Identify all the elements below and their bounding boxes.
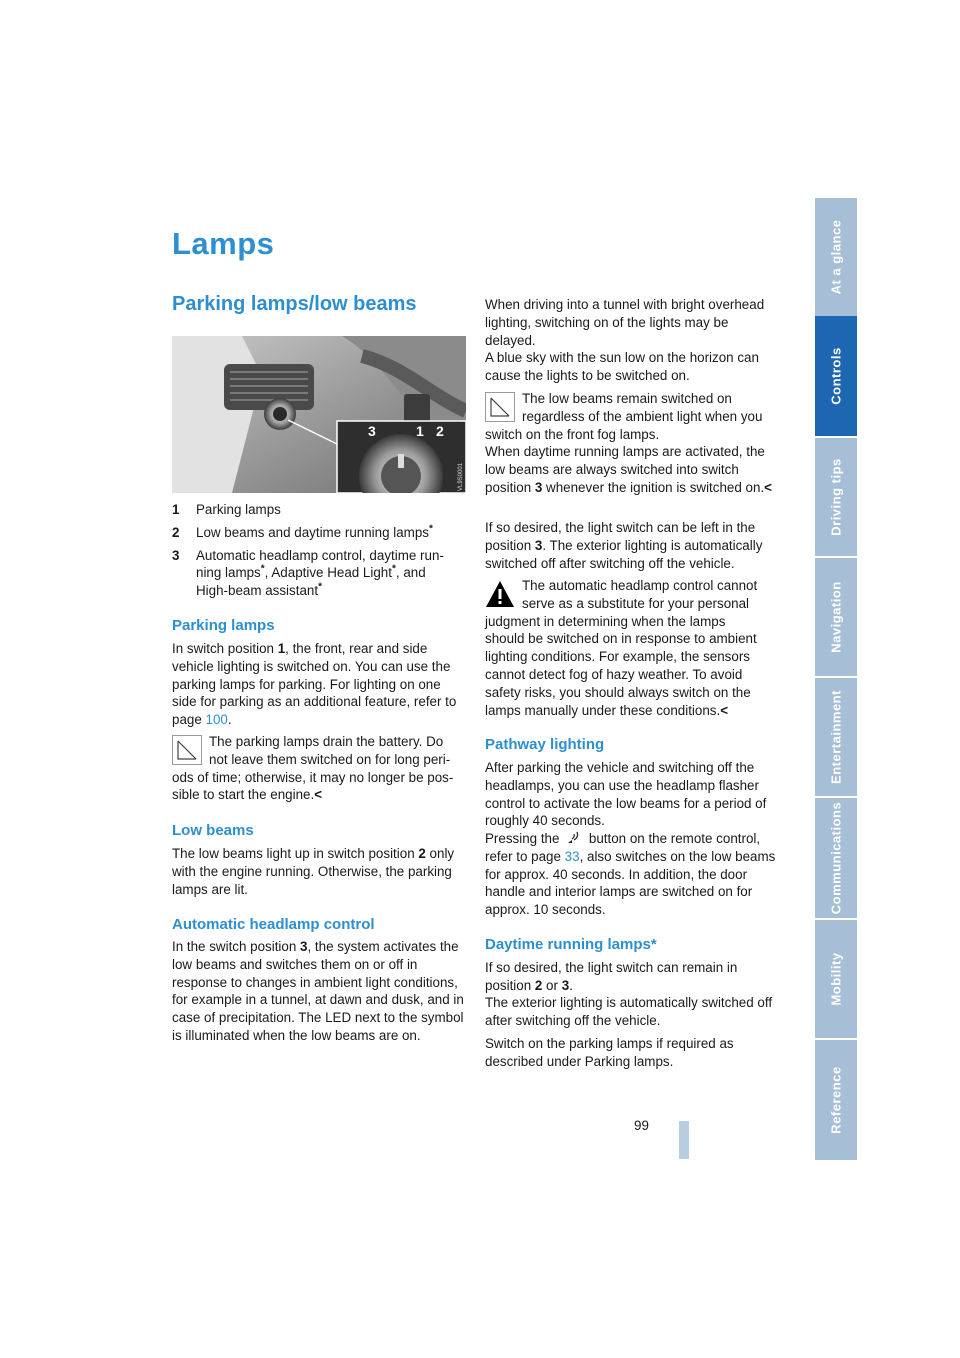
- pathway-text-1: After parking the vehicle and switching off the headlamps, you can use the headlamp flasher control to activate the low beams for a period of roughly 40 seconds.: [485, 760, 767, 829]
- switch-left-text: If so desired, the light switch can be left in the position 3. The exterior lighting is automatically switched off after switching off the vehicle.: [485, 520, 763, 571]
- heading-daytime-running-lamps: Daytime running lamps*: [485, 936, 657, 953]
- page-link-33[interactable]: 33: [564, 848, 580, 864]
- auto-headlamp-text: In the switch position 3, the system activates the low beams and switches them on or off in response to changes in ambient light conditions, for example in a tunnel, at dawn and dusk, and in case of precipitation. The LED next to the symbol is illuminated when the low beams are on.: [172, 939, 464, 1043]
- fog-lamps-note: The low beams remain switched on regardless of the ambient light when you switch on the front fog lamps.: [485, 391, 763, 442]
- heading-pathway-lighting: Pathway lighting: [485, 736, 605, 753]
- callout-2: 2: [436, 423, 444, 439]
- light-switch-photo: [172, 336, 466, 493]
- daytime-text-3: Switch on the parking lamps if required as described under Parking lamps.: [485, 1036, 734, 1069]
- page-title: Lamps: [172, 226, 275, 261]
- tab-driving-tips[interactable]: Driving tips: [815, 438, 857, 556]
- remote-control-icon: [563, 831, 585, 845]
- figure-watermark: VL9S0001: [458, 462, 464, 491]
- warning-note: The automatic headlamp control cannot serve as a substitute for your personal judgment in determining when the lamps should be switched on in response to ambient lighting conditions. For example, the sensors cannot detect fog of hazy weather. To avoid safety risks, you should always switch on the lamps manually under these conditions.<: [485, 578, 758, 718]
- tab-navigation[interactable]: Navigation: [815, 558, 857, 676]
- callout-1: 1: [416, 423, 424, 439]
- legend-item: 3 Automatic headlamp control, daytime run- ning lamps*, Adaptive Head Light*, and High-beam assistant*: [172, 547, 444, 599]
- callout-3: 3: [368, 423, 376, 439]
- section-heading: Parking lamps/low beams: [172, 293, 417, 315]
- tab-reference[interactable]: Reference: [815, 1040, 857, 1160]
- pathway-text-2: Pressing the button on the remote control, refer to page 33, also switches on the low beams for approx. 40 seconds. In addition, the door handle and interior lamps are switched on for approx. 10 seconds.: [485, 831, 776, 918]
- daytime-text-2: The exterior lighting is automatically switched off after switching off the vehicle.: [485, 995, 773, 1028]
- low-beams-text: The low beams light up in switch position 2 only with the engine running. Otherwise, the parking lamps are lit.: [172, 846, 455, 897]
- page-link-100[interactable]: 100: [205, 712, 228, 728]
- tab-controls[interactable]: Controls: [815, 316, 857, 436]
- heading-low-beams: Low beams: [172, 822, 254, 839]
- light-switch-figure: [172, 336, 466, 493]
- parking-lamps-note: The parking lamps drain the battery. Do not leave them switched on for long peri- ods of time; otherwise, it may no longer be pos- sible to start the engine.<: [172, 734, 454, 803]
- page-number-bar: [679, 1121, 689, 1159]
- daytime-note-text: When daytime running lamps are activated, the low beams are always switched into switch position 3 whenever the ignition is switched on.<: [485, 444, 772, 495]
- legend-item: 1 Parking lamps: [172, 502, 281, 517]
- blue-sky-text: A blue sky with the sun low on the horizon can cause the lights to be switched on.: [485, 350, 759, 383]
- tab-mobility[interactable]: Mobility: [815, 920, 857, 1038]
- page-number: 99: [634, 1118, 649, 1133]
- tunnel-text: When driving into a tunnel with bright overhead lighting, switching on of the lights may be delayed.: [485, 297, 765, 348]
- parking-lamps-text: In switch position 1, the front, rear and side vehicle lighting is switched on. You can use the parking lamps for parking. For lighting on one side for parking as an additional feature, refer to page 100.: [172, 641, 457, 728]
- tab-communications[interactable]: Communications: [815, 798, 857, 918]
- daytime-text-1: If so desired, the light switch can remain in position 2 or 3.: [485, 960, 738, 993]
- tab-entertainment[interactable]: Entertainment: [815, 678, 857, 796]
- heading-auto-headlamp: Automatic headlamp control: [172, 916, 375, 933]
- legend-item: 2 Low beams and daytime running lamps*: [172, 523, 433, 540]
- figure-legend: [172, 501, 466, 600]
- heading-parking-lamps: Parking lamps: [172, 617, 275, 634]
- tab-at-a-glance[interactable]: At a glance: [815, 198, 857, 316]
